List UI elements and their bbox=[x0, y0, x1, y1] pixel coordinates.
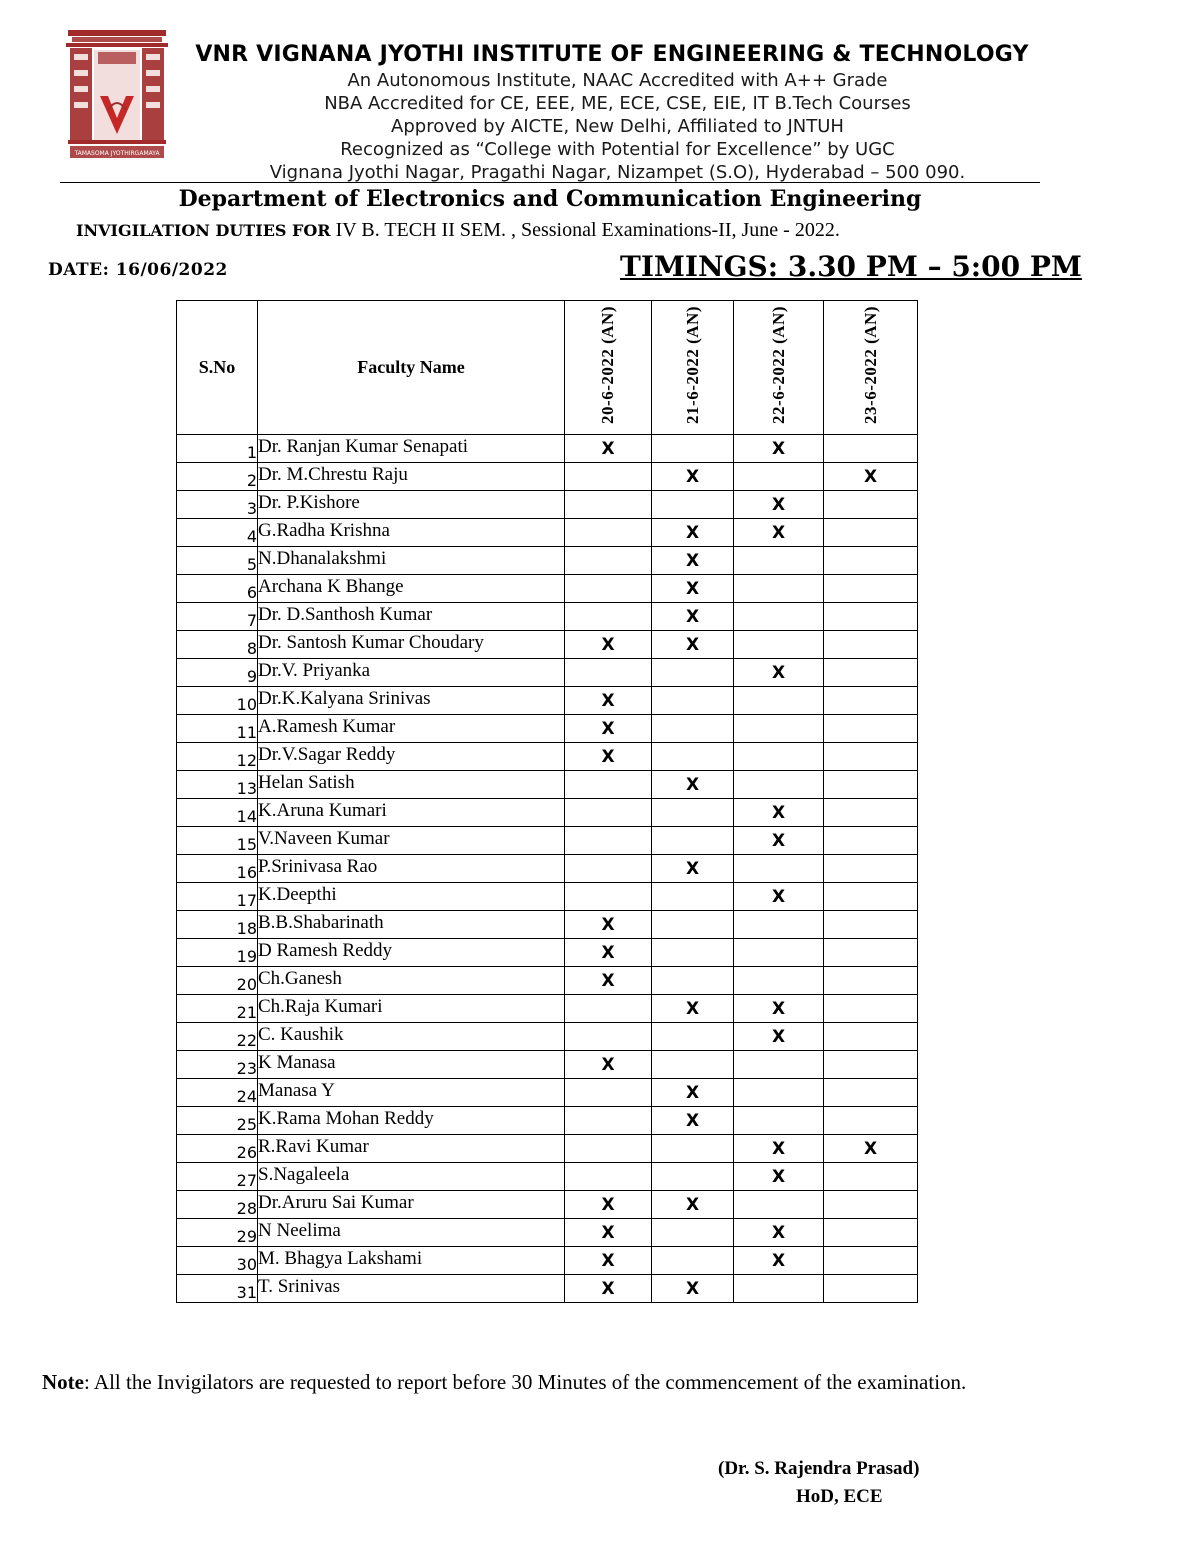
table-row bbox=[177, 1107, 918, 1135]
duty-mark-date-3: X bbox=[734, 1219, 824, 1247]
duty-mark-date-1 bbox=[565, 463, 652, 491]
row-faculty-name: R.Ravi Kumar bbox=[258, 1135, 565, 1163]
duty-mark-date-4 bbox=[824, 1023, 918, 1051]
duty-mark-date-1 bbox=[565, 855, 652, 883]
row-sno: 13 bbox=[177, 771, 258, 799]
row-faculty-name: Archana K Bhange bbox=[258, 575, 565, 603]
duty-mark-date-2: X bbox=[652, 463, 734, 491]
header-date-4-label: 23-6-2022 (AN) bbox=[860, 306, 880, 424]
duty-mark-date-1: X bbox=[565, 1247, 652, 1275]
duty-mark-date-4 bbox=[824, 547, 918, 575]
row-sno: 11 bbox=[177, 715, 258, 743]
row-sno: 26 bbox=[177, 1135, 258, 1163]
row-faculty-name: M. Bhagya Lakshami bbox=[258, 1247, 565, 1275]
exam-timings: TIMINGS: 3.30 PM – 5:00 PM bbox=[620, 250, 1082, 283]
duty-mark-date-4 bbox=[824, 1219, 918, 1247]
table-row bbox=[177, 1219, 918, 1247]
duty-mark-date-4 bbox=[824, 1275, 918, 1303]
duty-mark-date-2 bbox=[652, 911, 734, 939]
duty-mark-date-2: X bbox=[652, 1107, 734, 1135]
row-faculty-name: K.Aruna Kumari bbox=[258, 799, 565, 827]
duty-mark-date-4 bbox=[824, 519, 918, 547]
row-faculty-name: Manasa Y bbox=[258, 1079, 565, 1107]
duty-mark-date-1 bbox=[565, 995, 652, 1023]
row-sno: 15 bbox=[177, 827, 258, 855]
table-row bbox=[177, 631, 918, 659]
row-sno: 7 bbox=[177, 603, 258, 631]
row-sno: 23 bbox=[177, 1051, 258, 1079]
header-date-2-label: 21-6-2022 (AN) bbox=[682, 306, 702, 424]
duty-mark-date-1 bbox=[565, 1079, 652, 1107]
signatory-title: HoD, ECE bbox=[796, 1486, 883, 1507]
header-sno: S.No bbox=[177, 301, 258, 435]
header-date-4 bbox=[824, 301, 918, 435]
duty-mark-date-1 bbox=[565, 547, 652, 575]
row-faculty-name: A.Ramesh Kumar bbox=[258, 715, 565, 743]
table-row bbox=[177, 1023, 918, 1051]
duty-mark-date-2 bbox=[652, 491, 734, 519]
duty-mark-date-2 bbox=[652, 883, 734, 911]
duty-mark-date-2 bbox=[652, 1135, 734, 1163]
row-faculty-name: Dr.Aruru Sai Kumar bbox=[258, 1191, 565, 1219]
duty-mark-date-1 bbox=[565, 799, 652, 827]
duty-mark-date-3 bbox=[734, 911, 824, 939]
duty-mark-date-4 bbox=[824, 995, 918, 1023]
row-sno: 29 bbox=[177, 1219, 258, 1247]
table-row bbox=[177, 1247, 918, 1275]
duty-mark-date-4 bbox=[824, 575, 918, 603]
header-divider bbox=[60, 182, 1040, 183]
duty-mark-date-3 bbox=[734, 603, 824, 631]
duty-mark-date-4 bbox=[824, 827, 918, 855]
row-faculty-name: K Manasa bbox=[258, 1051, 565, 1079]
row-sno: 10 bbox=[177, 687, 258, 715]
duty-mark-date-4 bbox=[824, 939, 918, 967]
duty-mark-date-1: X bbox=[565, 1191, 652, 1219]
duty-mark-date-4 bbox=[824, 659, 918, 687]
row-faculty-name: V.Naveen Kumar bbox=[258, 827, 565, 855]
duty-mark-date-4: X bbox=[824, 463, 918, 491]
duty-mark-date-4 bbox=[824, 1107, 918, 1135]
row-sno: 2 bbox=[177, 463, 258, 491]
header-date-1-label: 20-6-2022 (AN) bbox=[598, 306, 617, 424]
duty-mark-date-3 bbox=[734, 547, 824, 575]
row-faculty-name: Dr. Santosh Kumar Choudary bbox=[258, 631, 565, 659]
invigilation-title bbox=[76, 219, 1076, 242]
duty-mark-date-4 bbox=[824, 967, 918, 995]
duty-mark-date-4: X bbox=[824, 1135, 918, 1163]
note bbox=[42, 1370, 966, 1395]
row-faculty-name: Dr.V. Priyanka bbox=[258, 659, 565, 687]
row-sno: 21 bbox=[177, 995, 258, 1023]
row-sno: 6 bbox=[177, 575, 258, 603]
duty-mark-date-2 bbox=[652, 659, 734, 687]
table-row bbox=[177, 1163, 918, 1191]
table-row bbox=[177, 939, 918, 967]
duty-mark-date-1: X bbox=[565, 743, 652, 771]
duty-mark-date-1: X bbox=[565, 967, 652, 995]
duty-mark-date-3 bbox=[734, 575, 824, 603]
duty-mark-date-4 bbox=[824, 687, 918, 715]
duty-mark-date-3: X bbox=[734, 827, 824, 855]
header-date-1 bbox=[565, 301, 652, 435]
duty-mark-date-3 bbox=[734, 771, 824, 799]
duty-mark-date-3: X bbox=[734, 1135, 824, 1163]
signatory-name: (Dr. S. Rajendra Prasad) bbox=[718, 1458, 920, 1479]
duty-mark-date-3: X bbox=[734, 519, 824, 547]
invigilation-details: IV B. TECH II SEM. , Sessional Examinations-II, June - 2022. bbox=[335, 219, 840, 241]
nba-line: NBA Accredited for CE, EEE, ME, ECE, CSE, EIE, IT B.Tech Courses bbox=[324, 93, 911, 114]
duty-mark-date-3 bbox=[734, 939, 824, 967]
table-row bbox=[177, 771, 918, 799]
note-text: : All the Invigilators are requested to report before 30 Minutes of the commencement of the examination. bbox=[83, 1370, 967, 1394]
table-row bbox=[177, 1051, 918, 1079]
table-row bbox=[177, 435, 918, 463]
duty-mark-date-3: X bbox=[734, 1163, 824, 1191]
row-sno: 4 bbox=[177, 519, 258, 547]
duty-mark-date-1: X bbox=[565, 911, 652, 939]
row-faculty-name: Dr. Ranjan Kumar Senapati bbox=[258, 435, 565, 463]
duty-mark-date-3 bbox=[734, 631, 824, 659]
duty-mark-date-3 bbox=[734, 715, 824, 743]
invigilation-prefix: INVIGILATION DUTIES FOR bbox=[76, 221, 331, 240]
duty-mark-date-4 bbox=[824, 1163, 918, 1191]
duty-mark-date-3 bbox=[734, 463, 824, 491]
accreditation-line: An Autonomous Institute, NAAC Accredited with A++ Grade bbox=[347, 70, 888, 91]
row-faculty-name: Dr.K.Kalyana Srinivas bbox=[258, 687, 565, 715]
duty-mark-date-1 bbox=[565, 1023, 652, 1051]
duty-mark-date-2 bbox=[652, 743, 734, 771]
duty-mark-date-2 bbox=[652, 1219, 734, 1247]
duty-mark-date-1 bbox=[565, 827, 652, 855]
duty-mark-date-3: X bbox=[734, 435, 824, 463]
table-row bbox=[177, 911, 918, 939]
row-faculty-name: G.Radha Krishna bbox=[258, 519, 565, 547]
duty-mark-date-2: X bbox=[652, 547, 734, 575]
header-date-2 bbox=[652, 301, 734, 435]
row-faculty-name: N Neelima bbox=[258, 1219, 565, 1247]
header-date-3 bbox=[734, 301, 824, 435]
duty-mark-date-1: X bbox=[565, 1051, 652, 1079]
duty-mark-date-1: X bbox=[565, 1275, 652, 1303]
row-sno: 14 bbox=[177, 799, 258, 827]
duty-mark-date-2: X bbox=[652, 603, 734, 631]
table-row bbox=[177, 967, 918, 995]
table-row bbox=[177, 547, 918, 575]
row-faculty-name: Dr. D.Santhosh Kumar bbox=[258, 603, 565, 631]
row-sno: 28 bbox=[177, 1191, 258, 1219]
table-row bbox=[177, 995, 918, 1023]
duty-mark-date-2 bbox=[652, 799, 734, 827]
duty-mark-date-4 bbox=[824, 799, 918, 827]
duty-mark-date-3 bbox=[734, 1107, 824, 1135]
row-faculty-name: Dr. M.Chrestu Raju bbox=[258, 463, 565, 491]
row-faculty-name: S.Nagaleela bbox=[258, 1163, 565, 1191]
row-faculty-name: B.B.Shabarinath bbox=[258, 911, 565, 939]
row-sno: 16 bbox=[177, 855, 258, 883]
duty-mark-date-2: X bbox=[652, 631, 734, 659]
duty-mark-date-2 bbox=[652, 687, 734, 715]
row-sno: 25 bbox=[177, 1107, 258, 1135]
duty-mark-date-1 bbox=[565, 1135, 652, 1163]
duty-mark-date-4 bbox=[824, 1247, 918, 1275]
duty-mark-date-2: X bbox=[652, 855, 734, 883]
duty-mark-date-4 bbox=[824, 491, 918, 519]
row-sno: 12 bbox=[177, 743, 258, 771]
row-sno: 22 bbox=[177, 1023, 258, 1051]
duty-mark-date-3: X bbox=[734, 1247, 824, 1275]
duty-mark-date-4 bbox=[824, 715, 918, 743]
duty-mark-date-4 bbox=[824, 1191, 918, 1219]
duty-mark-date-1: X bbox=[565, 1219, 652, 1247]
table-row bbox=[177, 715, 918, 743]
row-faculty-name: C. Kaushik bbox=[258, 1023, 565, 1051]
duty-mark-date-4 bbox=[824, 631, 918, 659]
duty-mark-date-2 bbox=[652, 827, 734, 855]
duty-mark-date-3: X bbox=[734, 491, 824, 519]
duty-mark-date-1 bbox=[565, 519, 652, 547]
duty-mark-date-3: X bbox=[734, 1023, 824, 1051]
table-header-row bbox=[177, 301, 918, 435]
recognition-line: Recognized as “College with Potential for Excellence” by UGC bbox=[340, 139, 895, 160]
table-row bbox=[177, 855, 918, 883]
duty-mark-date-4 bbox=[824, 1079, 918, 1107]
duty-mark-date-2 bbox=[652, 715, 734, 743]
duty-mark-date-2: X bbox=[652, 575, 734, 603]
duty-mark-date-1: X bbox=[565, 687, 652, 715]
duty-mark-date-3: X bbox=[734, 659, 824, 687]
duty-mark-date-1 bbox=[565, 1107, 652, 1135]
table-row bbox=[177, 575, 918, 603]
duty-mark-date-2: X bbox=[652, 995, 734, 1023]
row-faculty-name: K.Rama Mohan Reddy bbox=[258, 1107, 565, 1135]
duty-mark-date-2 bbox=[652, 1247, 734, 1275]
duty-mark-date-4 bbox=[824, 855, 918, 883]
table-row bbox=[177, 491, 918, 519]
row-sno: 5 bbox=[177, 547, 258, 575]
row-sno: 9 bbox=[177, 659, 258, 687]
duty-mark-date-1 bbox=[565, 771, 652, 799]
table-row bbox=[177, 659, 918, 687]
institute-name: VNR VIGNANA JYOTHI INSTITUTE OF ENGINEERING & TECHNOLOGY bbox=[195, 42, 1029, 67]
duty-mark-date-1 bbox=[565, 883, 652, 911]
duty-mark-date-4 bbox=[824, 603, 918, 631]
duty-mark-date-3 bbox=[734, 1191, 824, 1219]
row-sno: 18 bbox=[177, 911, 258, 939]
duty-mark-date-2: X bbox=[652, 1191, 734, 1219]
duty-mark-date-4 bbox=[824, 435, 918, 463]
duty-mark-date-1 bbox=[565, 1163, 652, 1191]
duty-mark-date-3 bbox=[734, 1051, 824, 1079]
duty-mark-date-3 bbox=[734, 855, 824, 883]
table-row bbox=[177, 1079, 918, 1107]
duty-mark-date-2 bbox=[652, 1051, 734, 1079]
table-row bbox=[177, 687, 918, 715]
row-faculty-name: Helan Satish bbox=[258, 771, 565, 799]
duty-mark-date-1 bbox=[565, 491, 652, 519]
table-row bbox=[177, 883, 918, 911]
duty-mark-date-4 bbox=[824, 911, 918, 939]
duty-mark-date-1 bbox=[565, 659, 652, 687]
row-sno: 8 bbox=[177, 631, 258, 659]
duty-mark-date-1: X bbox=[565, 435, 652, 463]
table-row bbox=[177, 1191, 918, 1219]
duty-mark-date-1: X bbox=[565, 631, 652, 659]
institute-logo bbox=[64, 26, 170, 164]
row-faculty-name: Dr. P.Kishore bbox=[258, 491, 565, 519]
duty-mark-date-1: X bbox=[565, 939, 652, 967]
duty-mark-date-1 bbox=[565, 603, 652, 631]
duty-mark-date-2 bbox=[652, 435, 734, 463]
duty-mark-date-2 bbox=[652, 967, 734, 995]
duty-mark-date-4 bbox=[824, 883, 918, 911]
duty-mark-date-3: X bbox=[734, 883, 824, 911]
row-faculty-name: Ch.Ganesh bbox=[258, 967, 565, 995]
row-faculty-name: P.Srinivasa Rao bbox=[258, 855, 565, 883]
duty-mark-date-4 bbox=[824, 1051, 918, 1079]
row-sno: 30 bbox=[177, 1247, 258, 1275]
table-row bbox=[177, 603, 918, 631]
row-sno: 24 bbox=[177, 1079, 258, 1107]
row-sno: 17 bbox=[177, 883, 258, 911]
row-faculty-name: K.Deepthi bbox=[258, 883, 565, 911]
row-sno: 31 bbox=[177, 1275, 258, 1303]
row-faculty-name: D Ramesh Reddy bbox=[258, 939, 565, 967]
table-row bbox=[177, 519, 918, 547]
duty-mark-date-2: X bbox=[652, 519, 734, 547]
table-row bbox=[177, 463, 918, 491]
row-sno: 3 bbox=[177, 491, 258, 519]
row-sno: 27 bbox=[177, 1163, 258, 1191]
approval-line: Approved by AICTE, New Delhi, Affiliated to JNTUH bbox=[391, 116, 844, 137]
department-title: Department of Electronics and Communication Engineering bbox=[178, 186, 922, 212]
row-faculty-name: T. Srinivas bbox=[258, 1275, 565, 1303]
duty-mark-date-2 bbox=[652, 1023, 734, 1051]
duty-mark-date-3 bbox=[734, 687, 824, 715]
duty-mark-date-3 bbox=[734, 1275, 824, 1303]
table-row bbox=[177, 1135, 918, 1163]
duty-mark-date-4 bbox=[824, 743, 918, 771]
duty-mark-date-2: X bbox=[652, 1079, 734, 1107]
duty-mark-date-3 bbox=[734, 743, 824, 771]
duty-mark-date-2: X bbox=[652, 1275, 734, 1303]
duty-mark-date-3 bbox=[734, 1079, 824, 1107]
address-line: Vignana Jyothi Nagar, Pragathi Nagar, Nizampet (S.O), Hyderabad – 500 090. bbox=[269, 162, 966, 183]
table-body bbox=[177, 435, 918, 1303]
row-faculty-name: Ch.Raja Kumari bbox=[258, 995, 565, 1023]
table-row bbox=[177, 799, 918, 827]
row-sno: 1 bbox=[177, 435, 258, 463]
note-label: Note bbox=[42, 1370, 84, 1394]
duty-mark-date-2 bbox=[652, 939, 734, 967]
duty-mark-date-2: X bbox=[652, 771, 734, 799]
duty-mark-date-3 bbox=[734, 967, 824, 995]
header-date-3-label: 22-6-2022 (AN) bbox=[768, 306, 788, 424]
duty-mark-date-3: X bbox=[734, 799, 824, 827]
duty-mark-date-4 bbox=[824, 771, 918, 799]
exam-date: DATE: 16/06/2022 bbox=[48, 260, 228, 280]
row-sno: 20 bbox=[177, 967, 258, 995]
gopuram-logo-icon bbox=[64, 26, 170, 164]
duty-mark-date-1: X bbox=[565, 715, 652, 743]
table-row bbox=[177, 827, 918, 855]
duty-mark-date-3: X bbox=[734, 995, 824, 1023]
header-faculty-name: Faculty Name bbox=[258, 301, 565, 435]
row-faculty-name: Dr.V.Sagar Reddy bbox=[258, 743, 565, 771]
duty-mark-date-1 bbox=[565, 575, 652, 603]
row-faculty-name: N.Dhanalakshmi bbox=[258, 547, 565, 575]
table-row bbox=[177, 743, 918, 771]
row-sno: 19 bbox=[177, 939, 258, 967]
logo-caption: TAMASOMA JYOTHIRGAMAYA bbox=[74, 150, 160, 157]
invigilation-duty-table bbox=[176, 300, 918, 1303]
duty-mark-date-2 bbox=[652, 1163, 734, 1191]
table-row bbox=[177, 1275, 918, 1303]
